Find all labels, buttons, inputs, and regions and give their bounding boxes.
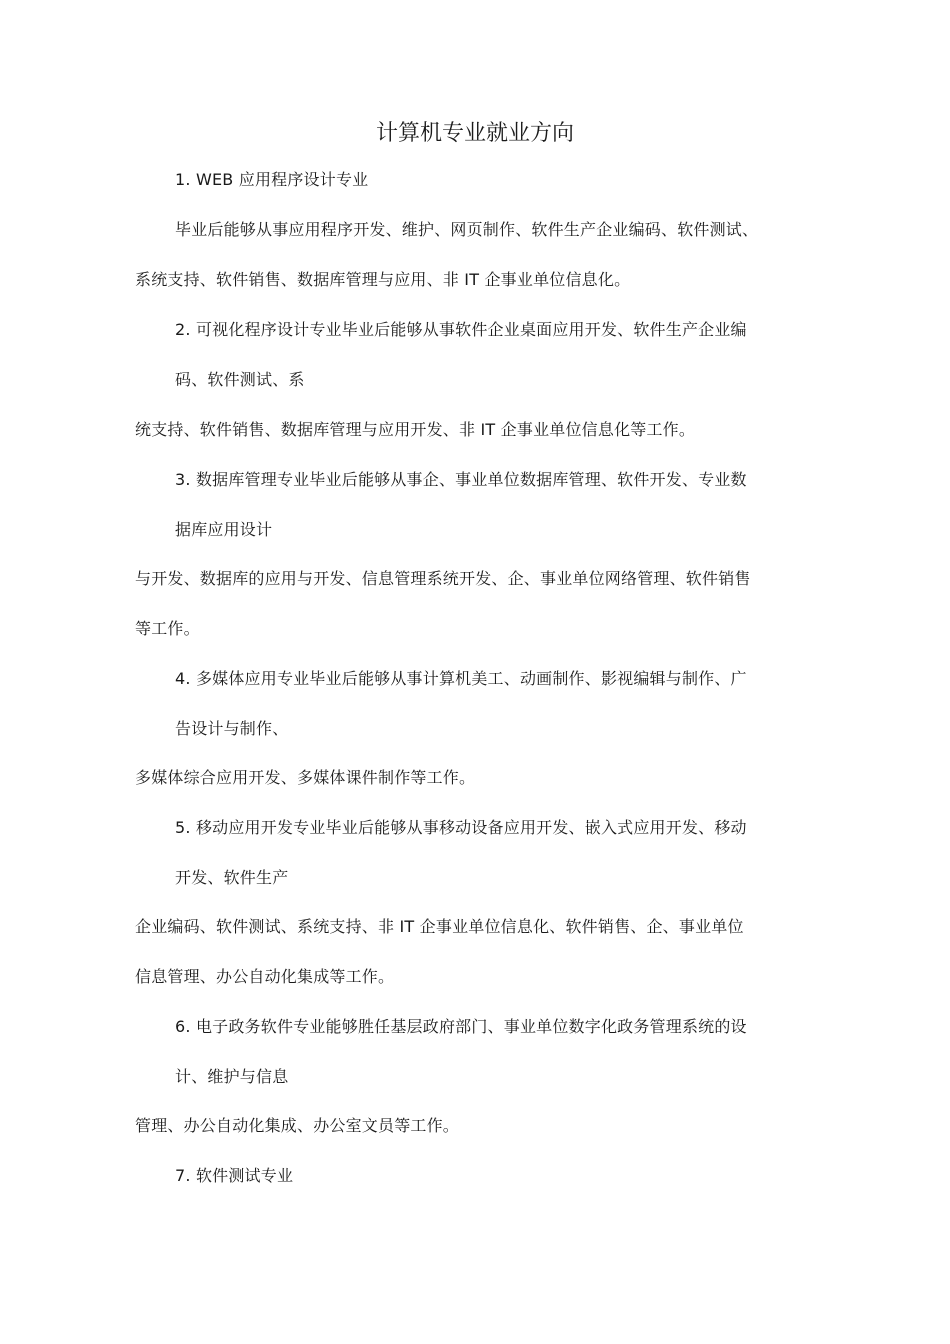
section-5-heading: 5. 移动应用开发专业毕业后能够从事移动设备应用开发、嵌入式应用开发、移动 bbox=[175, 818, 747, 837]
paragraph-line: 告设计与制作、 bbox=[175, 719, 289, 738]
section-6-heading: 6. 电子政务软件专业能够胜任基层政府部门、事业单位数字化政务管理系统的设 bbox=[175, 1017, 747, 1036]
paragraph-line: 企业编码、软件测试、系统支持、非 IT 企事业单位信息化、软件销售、企、事业单位 bbox=[135, 917, 744, 936]
paragraph-line: 码、软件测试、系 bbox=[175, 370, 305, 389]
section-7-heading: 7. 软件测试专业 bbox=[175, 1166, 294, 1185]
document-title: 计算机专业就业方向 bbox=[375, 121, 574, 146]
paragraph-line: 开发、软件生产 bbox=[175, 868, 289, 887]
paragraph-line: 计、维护与信息 bbox=[175, 1067, 289, 1086]
paragraph-line: 据库应用设计 bbox=[175, 520, 273, 539]
paragraph-line: 系统支持、软件销售、数据库管理与应用、非 IT 企事业单位信息化。 bbox=[135, 270, 631, 289]
paragraph-line: 管理、办公自动化集成、办公室文员等工作。 bbox=[135, 1116, 460, 1135]
paragraph-line: 毕业后能够从事应用程序开发、维护、网页制作、软件生产企业编码、软件测试、 bbox=[175, 220, 759, 239]
paragraph-line: 统支持、软件销售、数据库管理与应用开发、非 IT 企事业单位信息化等工作。 bbox=[135, 420, 696, 439]
section-1-heading: 1. WEB 应用程序设计专业 bbox=[175, 170, 369, 189]
section-3-heading: 3. 数据库管理专业毕业后能够从事企、事业单位数据库管理、软件开发、专业数 bbox=[175, 470, 747, 489]
section-4-heading: 4. 多媒体应用专业毕业后能够从事计算机美工、动画制作、影视编辑与制作、广 bbox=[175, 669, 747, 688]
paragraph-line: 多媒体综合应用开发、多媒体课件制作等工作。 bbox=[135, 768, 476, 787]
paragraph-line: 信息管理、办公自动化集成等工作。 bbox=[135, 967, 395, 986]
section-2-heading: 2. 可视化程序设计专业毕业后能够从事软件企业桌面应用开发、软件生产企业编 bbox=[175, 320, 747, 339]
paragraph-line: 等工作。 bbox=[135, 619, 200, 638]
paragraph-line: 与开发、数据库的应用与开发、信息管理系统开发、企、事业单位网络管理、软件销售 bbox=[135, 569, 751, 588]
